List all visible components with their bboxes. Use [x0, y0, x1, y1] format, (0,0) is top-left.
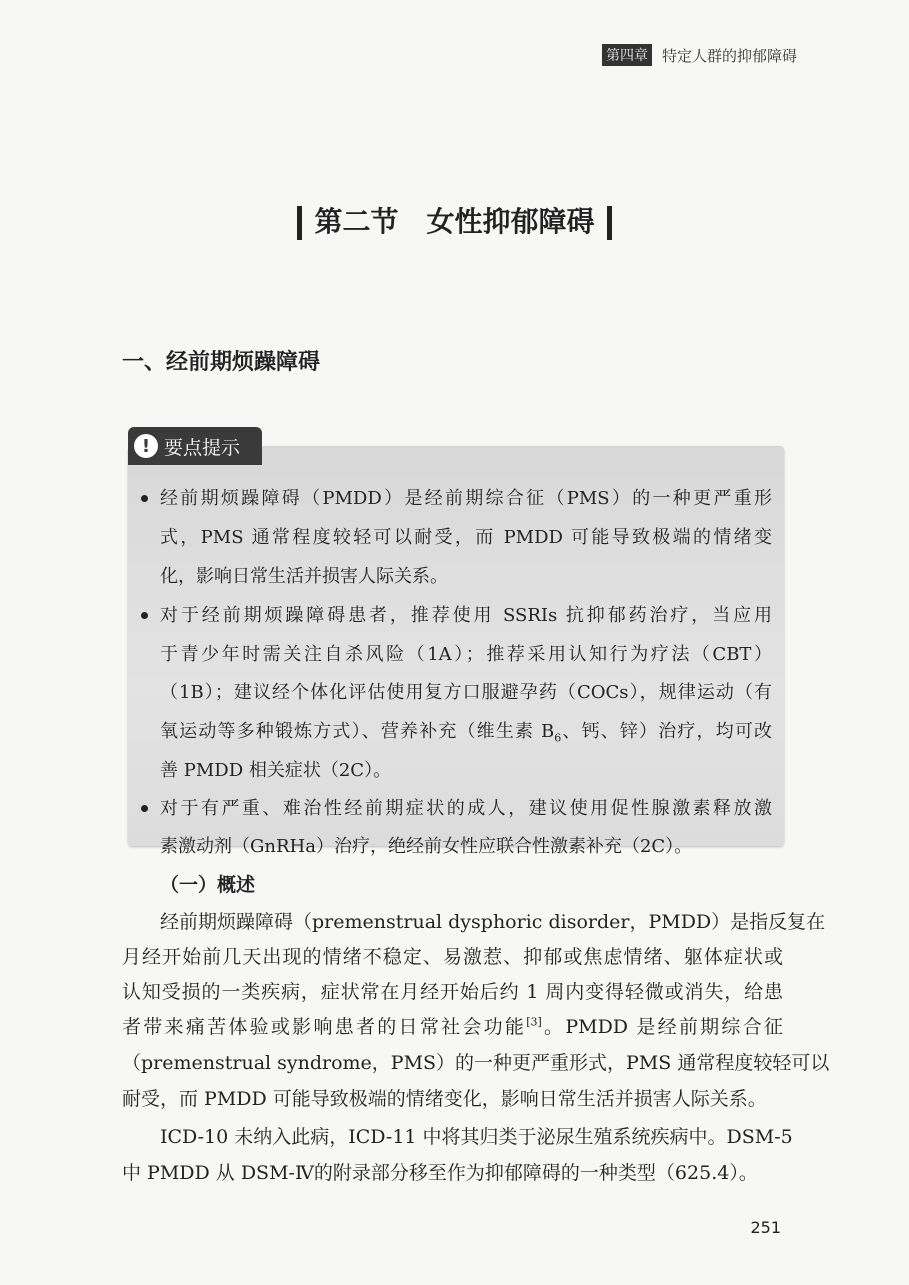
running-header	[602, 44, 797, 66]
keypoint-line: 氧运动等多种锻炼方式）、营养补充（维生素 $B_6$、钙、锌）治疗，均可改	[160, 721, 772, 745]
heading: 一、经前期烦躁障碍	[122, 350, 321, 375]
keypoint-line: 化，影响日常生活并损害人际关系。	[160, 566, 448, 587]
section-title-text: 第二节 女性抑郁障碍	[314, 205, 595, 238]
keypoint-line: 对于有严重、难治性经前期症状的成人，建议使用促性腺激素释放激	[160, 798, 772, 819]
keypoint-line: （1B）；建议经个体化评估使用复方口服避孕药（COCs），规律运动（有	[160, 682, 772, 703]
page-number: 251	[750, 1218, 781, 1237]
keypoint-line: 于青少年时需关注自杀风险（1A）；推荐采用认知行为疗法（CBT）	[160, 644, 772, 665]
keypoint-line: 素激动剂（GnRHa）治疗，绝经前女性应联合性激素补充（2C）。	[160, 836, 693, 857]
keypoints-label	[128, 427, 262, 465]
keypoint-line: 善 PMDD 相关症状（2C）。	[160, 760, 392, 781]
body-line: 中 PMDD 从 DSM-Ⅳ的附录部分移至作为抑郁障碍的一种类型（625.4）。	[122, 1162, 758, 1184]
keypoints-label-text: 要点提示	[164, 436, 241, 459]
bullet-icon	[141, 495, 148, 502]
body-line: （premenstrual syndrome，PMS）的一种更严重形式，PMS 通常程度较轻可以	[122, 1052, 830, 1074]
chapter-badge: 第四章	[602, 44, 652, 66]
keypoint-line: 对于经前期烦躁障碍患者，推荐使用 SSRIs 抗抑郁药治疗，当应用	[160, 605, 772, 626]
body-line: 耐受，而 PMDD 可能导致极端的情绪变化，影响日常生活并损害人际关系。	[122, 1088, 767, 1110]
bullet-icon	[141, 612, 148, 619]
body-line: 者带来痛苦体验或影响患者的日常社会功能[3]。PMDD 是经前期综合征	[122, 1015, 783, 1038]
section-title	[0, 200, 909, 240]
body-line: 认知受损的一类疾病，症状常在月经开始后约 1 周内变得轻微或消失，给患	[122, 981, 783, 1003]
body-line: 月经开始前几天出现的情绪不稳定、易激惹、抑郁或焦虑情绪、躯体症状或	[122, 946, 783, 968]
exclamation-icon: !	[134, 434, 158, 458]
body-line: ICD-10 未纳入此病，ICD-11 中将其归类于泌尿生殖系统疾病中。DSM-5	[160, 1126, 793, 1148]
bullet-icon	[141, 805, 148, 812]
body-line: 经前期烦躁障碍（premenstrual dysphoric disorder，PMDD）是指反复在	[160, 911, 826, 933]
keypoint-line: 式，PMS 通常程度较轻可以耐受，而 PMDD 可能导致极端的情绪变	[160, 527, 772, 548]
title-bar-left	[297, 206, 302, 240]
title-bar-right	[607, 206, 612, 240]
subheading: （一）概述	[160, 874, 256, 896]
chapter-title: 特定人群的抑郁障碍	[661, 46, 797, 65]
keypoint-line: 经前期烦躁障碍（PMDD）是经前期综合征（PMS）的一种更严重形	[160, 488, 772, 509]
